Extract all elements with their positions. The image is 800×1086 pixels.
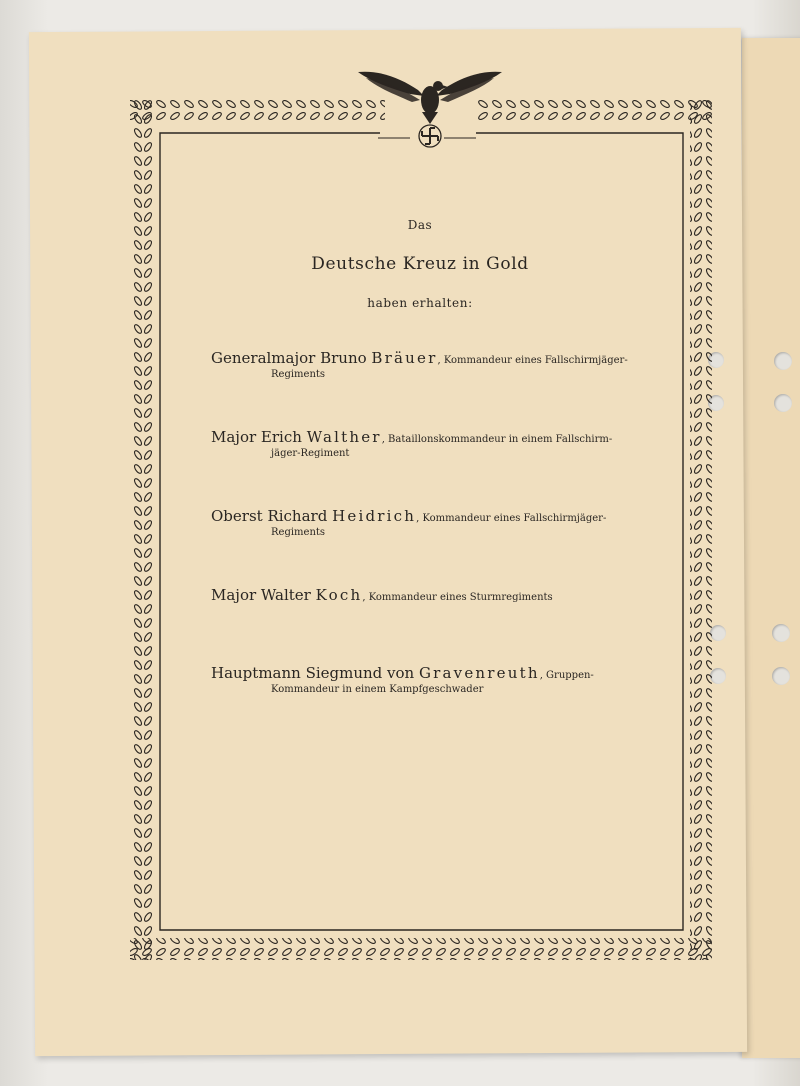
heading-small: Das — [407, 218, 433, 232]
document-title: Deutsche Kreuz in Gold — [311, 254, 529, 274]
entry-surname: Koch — [315, 586, 363, 604]
entry-surname: Walther — [306, 428, 382, 446]
laurel-band-right — [690, 100, 712, 960]
entry-rank: Major Walter — [211, 586, 311, 604]
entry-rank: Hauptmann Siegmund von — [211, 664, 415, 682]
list-item — [211, 586, 651, 606]
entry-rank: Oberst Richard — [211, 507, 328, 525]
entry-description: , Gruppen- — [539, 670, 594, 681]
list-item — [211, 428, 651, 459]
entry-continuation: Regiments — [271, 369, 326, 380]
list-item — [211, 507, 651, 538]
entry-continuation: Kommandeur in einem Kampfgeschwader — [271, 684, 484, 695]
laurel-band-left — [130, 100, 152, 960]
list-item — [211, 349, 651, 380]
entry-rank: Generalmajor Bruno — [211, 349, 367, 367]
entry-surname: Bräuer — [371, 349, 438, 367]
entry-surname: Heidrich — [332, 507, 417, 525]
entry-continuation: Regiments — [271, 527, 326, 538]
entry-description: , Kommandeur eines Fallschirmjäger- — [437, 355, 628, 366]
entry-continuation: jäger-Regiment — [271, 448, 350, 459]
entry-description: , Kommandeur eines Sturmregiments — [362, 592, 553, 603]
entry-rank: Major Erich — [211, 428, 302, 446]
laurel-band-top-right — [474, 100, 714, 122]
entry-description: , Bataillonskommandeur in einem Fallschirm- — [381, 434, 613, 445]
laurel-band-top-left — [130, 100, 385, 122]
entry-surname: Gravenreuth — [418, 664, 540, 682]
entry-description: , Kommandeur eines Fallschirmjäger- — [416, 513, 607, 524]
document-subtitle: haben erhalten: — [367, 296, 473, 310]
list-item — [211, 664, 651, 695]
laurel-band-bottom — [130, 938, 714, 960]
